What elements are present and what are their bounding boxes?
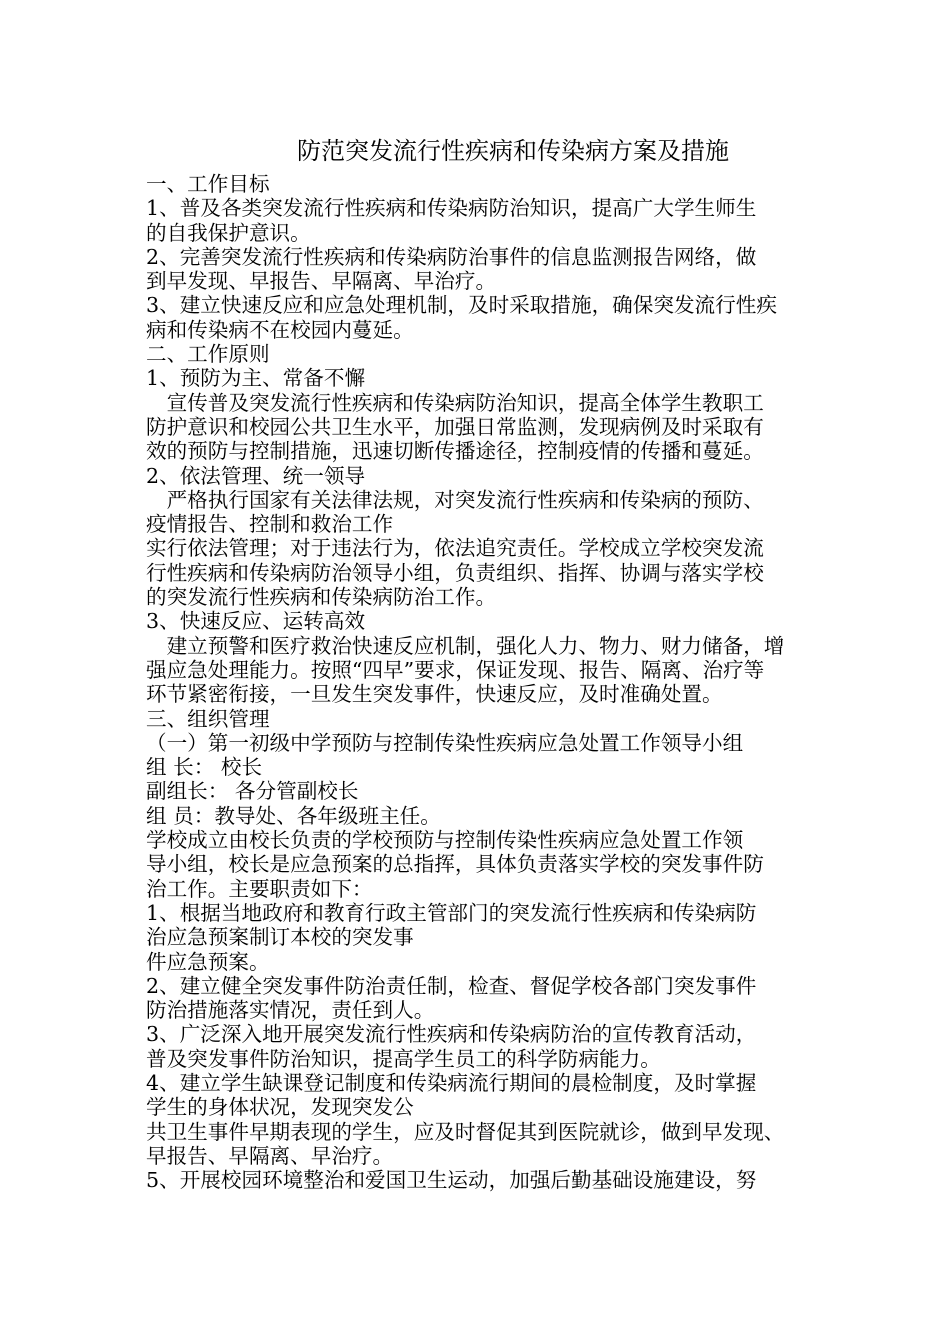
text-line: 的突发流行性疾病和传染病防治工作。	[146, 585, 497, 610]
text-line: 组 员：教导处、各年级班主任。	[146, 803, 441, 828]
text-line: 宣传普及突发流行性疾病和传染病防治知识，提高全体学生教职工	[146, 390, 764, 415]
text-line: 普及突发事件防治知识，提高学生员工的科学防病能力。	[146, 1046, 661, 1071]
text-line: 的自我保护意识。	[146, 220, 311, 245]
text-line: 行性疾病和传染病防治领导小组，负责组织、指挥、协调与落实学校	[146, 560, 764, 585]
text-line: 疫情报告、控制和救治工作	[146, 512, 394, 537]
text-line: 1、根据当地政府和教育行政主管部门的突发流行性疾病和传染病防	[146, 900, 757, 925]
text-line: 学校成立由校长负责的学校预防与控制传染性疾病应急处置工作领	[146, 828, 744, 853]
text-line: 治应急预案制订本校的突发事	[146, 925, 414, 950]
text-line: 防护意识和校园公共卫生水平，加强日常监测，发现病例及时采取有	[146, 414, 764, 439]
text-line: 2、依法管理、统一领导	[146, 463, 366, 488]
document-title: 防范突发流行性疾病和传染病方案及措施	[297, 137, 729, 165]
text-line: 导小组，校长是应急预案的总指挥，具体负责落实学校的突发事件防	[146, 852, 764, 877]
text-line: 效的预防与控制措施，迅速切断传播途径，控制疫情的传播和蔓延。	[146, 439, 764, 464]
text-line: 治工作。主要职责如下：	[146, 876, 373, 901]
text-line: 2、建立健全突发事件防治责任制，检查、督促学校各部门突发事件	[146, 973, 757, 998]
text-line: 副组长： 各分管副校长	[146, 779, 359, 804]
text-line: 1、普及各类突发流行性疾病和传染病防治知识，提高广大学生师生	[146, 196, 757, 221]
text-line: （一）第一初级中学预防与控制传染性疾病应急处置工作领导小组	[146, 730, 744, 755]
text-line: 2、完善突发流行性疾病和传染病防治事件的信息监测报告网络，做	[146, 244, 757, 269]
text-line: 4、建立学生缺课登记制度和传染病流行期间的晨检制度，及时掌握	[146, 1070, 757, 1095]
text-line: 共卫生事件早期表现的学生，应及时督促其到医院就诊，做到早发现、	[146, 1119, 785, 1144]
text-line: 件应急预案。	[146, 949, 270, 974]
text-line: 防治措施落实情况，责任到人。	[146, 998, 435, 1023]
text-line: 早报告、早隔离、早治疗。	[146, 1143, 394, 1168]
text-line: 到早发现、早报告、早隔离、早治疗。	[146, 269, 497, 294]
text-line: 组 长： 校长	[146, 755, 263, 780]
text-line: 5、开展校园环境整治和爱国卫生运动，加强后勤基础设施建设，努	[146, 1168, 757, 1193]
text-line: 病和传染病不在校园内蔓延。	[146, 317, 414, 342]
text-line: 一、工作目标	[146, 172, 270, 196]
text-line: 严格执行国家有关法律法规，对突发流行性疾病和传染病的预防、	[146, 487, 764, 512]
text-line: 三、组织管理	[146, 706, 270, 731]
text-line: 3、广泛深入地开展突发流行性疾病和传染病防治的宣传教育活动，	[146, 1022, 757, 1047]
text-line: 3、建立快速反应和应急处理机制，及时采取措施，确保突发流行性疾	[146, 293, 777, 318]
text-line: 1、预防为主、常备不懈	[146, 366, 366, 391]
text-line: 环节紧密衔接，一旦发生突发事件，快速反应，及时准确处置。	[146, 682, 723, 707]
text-line: 3、快速反应、运转高效	[146, 609, 366, 634]
text-line: 建立预警和医疗救治快速反应机制，强化人力、物力、财力储备，增	[146, 633, 785, 658]
text-line: 学生的身体状况，发现突发公	[146, 1095, 414, 1120]
text-line: 实行依法管理；对于违法行为，依法追究责任。学校成立学校突发流	[146, 536, 764, 561]
document-body	[146, 172, 826, 1192]
text-line: 强应急处理能力。按照“四早”要求，保证发现、报告、隔离、治疗等	[146, 657, 765, 682]
text-line: 二、工作原则	[146, 342, 270, 367]
